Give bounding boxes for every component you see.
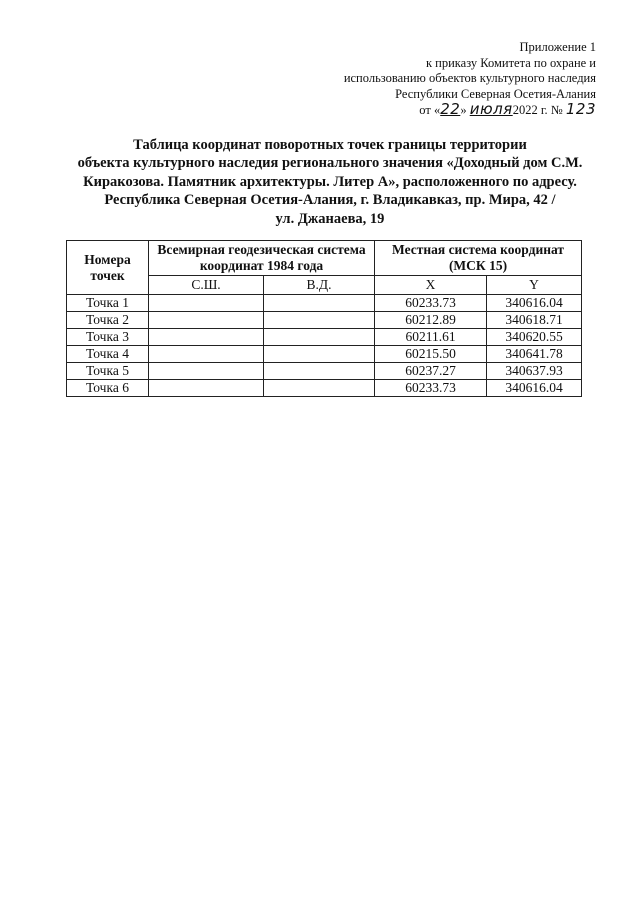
coordinates-table [66, 240, 582, 397]
header-local: Местная система координат (МСК 15) [375, 241, 582, 276]
point-lat [149, 295, 264, 312]
appendix-order-ref: к приказу Комитета по охране и [425, 55, 596, 70]
point-name: Точка 2 [67, 312, 149, 329]
order-day: 22 [440, 100, 461, 118]
table-header-row [67, 241, 582, 276]
header-lat: С.Ш. [149, 276, 264, 295]
order-mid: » [460, 103, 470, 117]
order-month: июля [469, 100, 513, 118]
point-lon [264, 295, 375, 312]
point-y: 340641.78 [487, 346, 582, 363]
point-lon [264, 380, 375, 397]
point-lat [149, 380, 264, 397]
point-lat [149, 312, 264, 329]
header-x: X [375, 276, 487, 295]
title-line-4: Республика Северная Осетия-Алания, г. Владикавказ, пр. Мира, 42 / [104, 192, 556, 209]
point-lat [149, 329, 264, 346]
point-y: 340618.71 [487, 312, 582, 329]
point-x: 60233.73 [375, 295, 487, 312]
point-name: Точка 6 [67, 380, 149, 397]
title-line-3: Киракозова. Памятник архитектуры. Литер А», расположенного по адресу. [83, 173, 577, 190]
title-line-5: ул. Джанаева, 19 [275, 210, 385, 227]
point-name: Точка 3 [67, 329, 149, 346]
order-prefix: от « [419, 103, 441, 117]
point-lat [149, 346, 264, 363]
point-y: 340616.04 [487, 295, 582, 312]
title-line-2: объекта культурного наследия регионального значения «Доходный дом С.М. [77, 155, 583, 172]
point-y: 340637.93 [487, 363, 582, 380]
point-lon [264, 329, 375, 346]
table-row [67, 312, 582, 329]
header-y: Y [487, 276, 582, 295]
point-x: 60211.61 [375, 329, 487, 346]
point-y: 340616.04 [487, 380, 582, 397]
point-lat [149, 363, 264, 380]
header-lon: В.Д. [264, 276, 375, 295]
table-row [67, 363, 582, 380]
order-date-line [296, 102, 596, 119]
point-y: 340620.55 [487, 329, 582, 346]
table-row [67, 329, 582, 346]
order-number: 123 [565, 100, 596, 118]
point-name: Точка 1 [67, 295, 149, 312]
table-row [67, 346, 582, 363]
header-points: Номера точек [67, 241, 149, 295]
appendix-title: Приложение 1 [519, 40, 596, 54]
point-name: Точка 5 [67, 363, 149, 380]
header-wgs: Всемирная геодезическая система координат 1984 года [149, 241, 375, 276]
point-lon [264, 346, 375, 363]
document-title [62, 136, 598, 228]
point-name: Точка 4 [67, 346, 149, 363]
appendix-committee: использованию объектов культурного наследия [343, 71, 596, 85]
point-x: 60215.50 [375, 346, 487, 363]
appendix-republic: Республики Северная Осетия-Алания [395, 86, 596, 101]
title-line-1: Таблица координат поворотных точек границы территории [133, 137, 527, 153]
point-x: 60212.89 [375, 312, 487, 329]
point-lon [264, 363, 375, 380]
appendix-header [296, 40, 596, 119]
point-x: 60237.27 [375, 363, 487, 380]
order-year: 2022 г. № [512, 103, 563, 117]
table-row [67, 295, 582, 312]
point-lon [264, 312, 375, 329]
point-x: 60233.73 [375, 380, 487, 397]
table-row [67, 380, 582, 397]
